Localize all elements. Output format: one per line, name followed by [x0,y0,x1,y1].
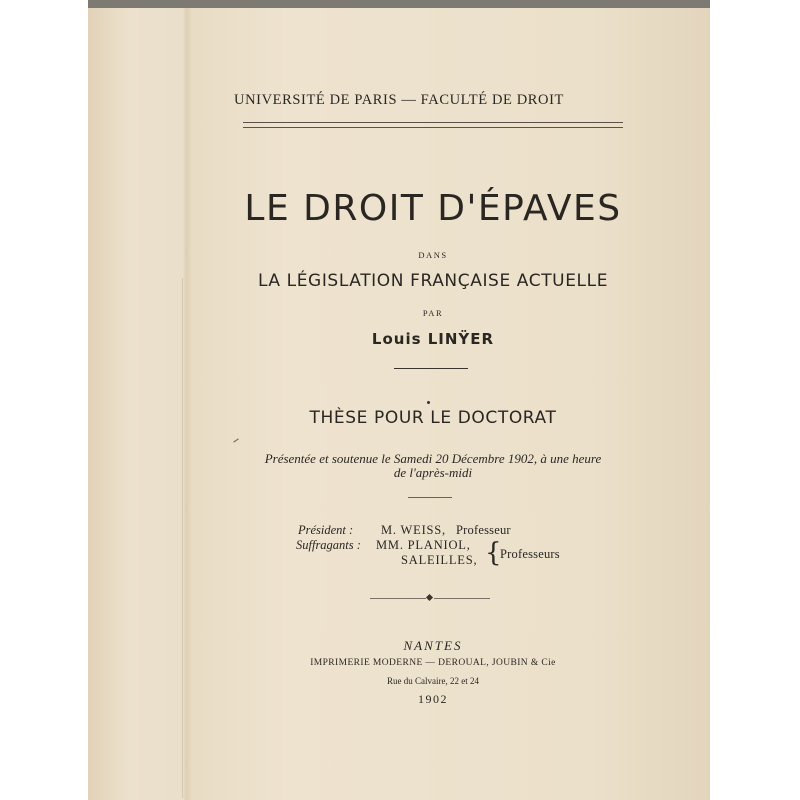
suffragants-title: Professeurs [500,547,560,561]
imprint-street: Rue du Calvaire, 22 et 24 [387,676,479,686]
short-rule [408,497,452,498]
president-name: M. WEISS, [381,523,446,537]
presentation-line-2: de l'après-midi [393,465,473,480]
scan-edge [88,0,710,8]
imprint-city: NANTES [403,638,463,653]
president-label: Président : [298,523,354,537]
suffragants-label: Suffragants : [296,538,361,552]
suffragant-saleilles: SALEILLES, [401,553,478,567]
subtitle: LA LÉGISLATION FRANÇAISE ACTUELLE [257,271,609,291]
imprint-printer: IMPRIMERIE MODERNE — DEROUAL, JOUBIN & Cie [310,658,556,668]
main-title: LE DROIT D'ÉPAVES [244,188,622,229]
thesis-heading: THÈSE POUR LE DOCTORAT [309,408,557,428]
separator-rule [394,368,468,369]
presentation-line-1: Présentée et soutenue le Samedi 20 Décembre 1902, à une heure [264,451,602,466]
ornament-rule-right [434,598,490,599]
imprint-year: 1902 [418,692,448,706]
double-rule [243,122,623,128]
title-page [88,8,710,800]
university-header: UNIVERSITÉ DE PARIS — FACULTÉ DE DROIT [234,92,564,108]
connector-par: PAR [422,308,444,318]
ornament-dot [427,401,430,404]
margin-mark [233,438,238,442]
ornament-diamond [426,594,433,601]
brace-symbol: { [485,538,502,568]
author-name: Louis LINŸER [371,330,495,348]
president-title: Professeur [456,523,511,537]
suffragant-planiol: MM. PLANIOL, [376,538,471,552]
ornament-rule-left [370,598,426,599]
connector-dans: DANS [418,250,448,260]
